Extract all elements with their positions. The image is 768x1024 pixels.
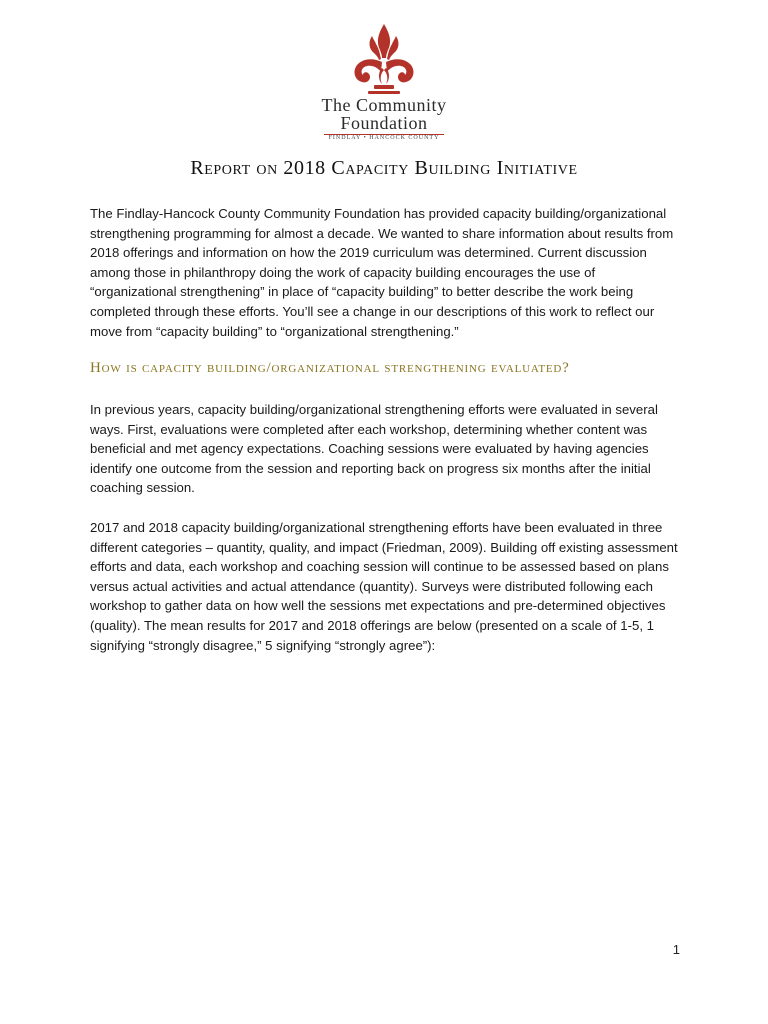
fleur-de-lis-icon — [338, 22, 430, 98]
report-title: Report on 2018 Capacity Building Initiative — [190, 157, 578, 179]
logo-text-line2: Foundation — [340, 113, 428, 133]
foundation-logo — [300, 22, 468, 140]
logo-text-line1: The Community — [321, 95, 447, 115]
page-number: 1 — [672, 942, 680, 957]
intro-paragraph: The Findlay-Hancock County Community Foundation has provided capacity building/organizational strengthening programming for almost a decade. We wanted to share information about results from 2018 offerings and information on how the 2019 curriculum was determined. Current discussion among those in philanthropy doing the work of capacity building encourages the use of “organizational strengthening” in place of “capacity building” to better describe the work being completed through these efforts. You’ll see a change in our descriptions of this work to reflect our move from “capacity building” to “organizational strengthening.” — [90, 206, 674, 339]
logo-subtitle: FINDLAY • HANCOCK COUNTY — [328, 135, 440, 141]
section-heading: How is capacity building/organizational strengthening evaluated? — [90, 360, 570, 376]
categories-paragraph: 2017 and 2018 capacity building/organizational strengthening efforts have been evaluated in three different categories – quantity, quality, and impact (Friedman, 2009). Building off existing assessment efforts and data, each workshop and coaching session will continue to be assessed based on plans versus actual activities and actual attendance (quantity). Surveys were distributed following each workshop to gather data on how well the sessions met expectations and pre-determined objectives (quality). The mean results for 2017 and 2018 offerings are below (presented on a scale of 1-5, 1 signifying “strongly disagree,” 5 signifying “strongly agree”): — [90, 520, 678, 653]
evaluation-paragraph: In previous years, capacity building/organizational strengthening efforts were evaluated in several ways. First, evaluations were completed after each workshop, determining whether content was beneficial and met agency expectations. Coaching sessions were evaluated by having agencies identify one outcome from the session and reporting back on progress six months after the initial coaching session. — [90, 402, 658, 496]
